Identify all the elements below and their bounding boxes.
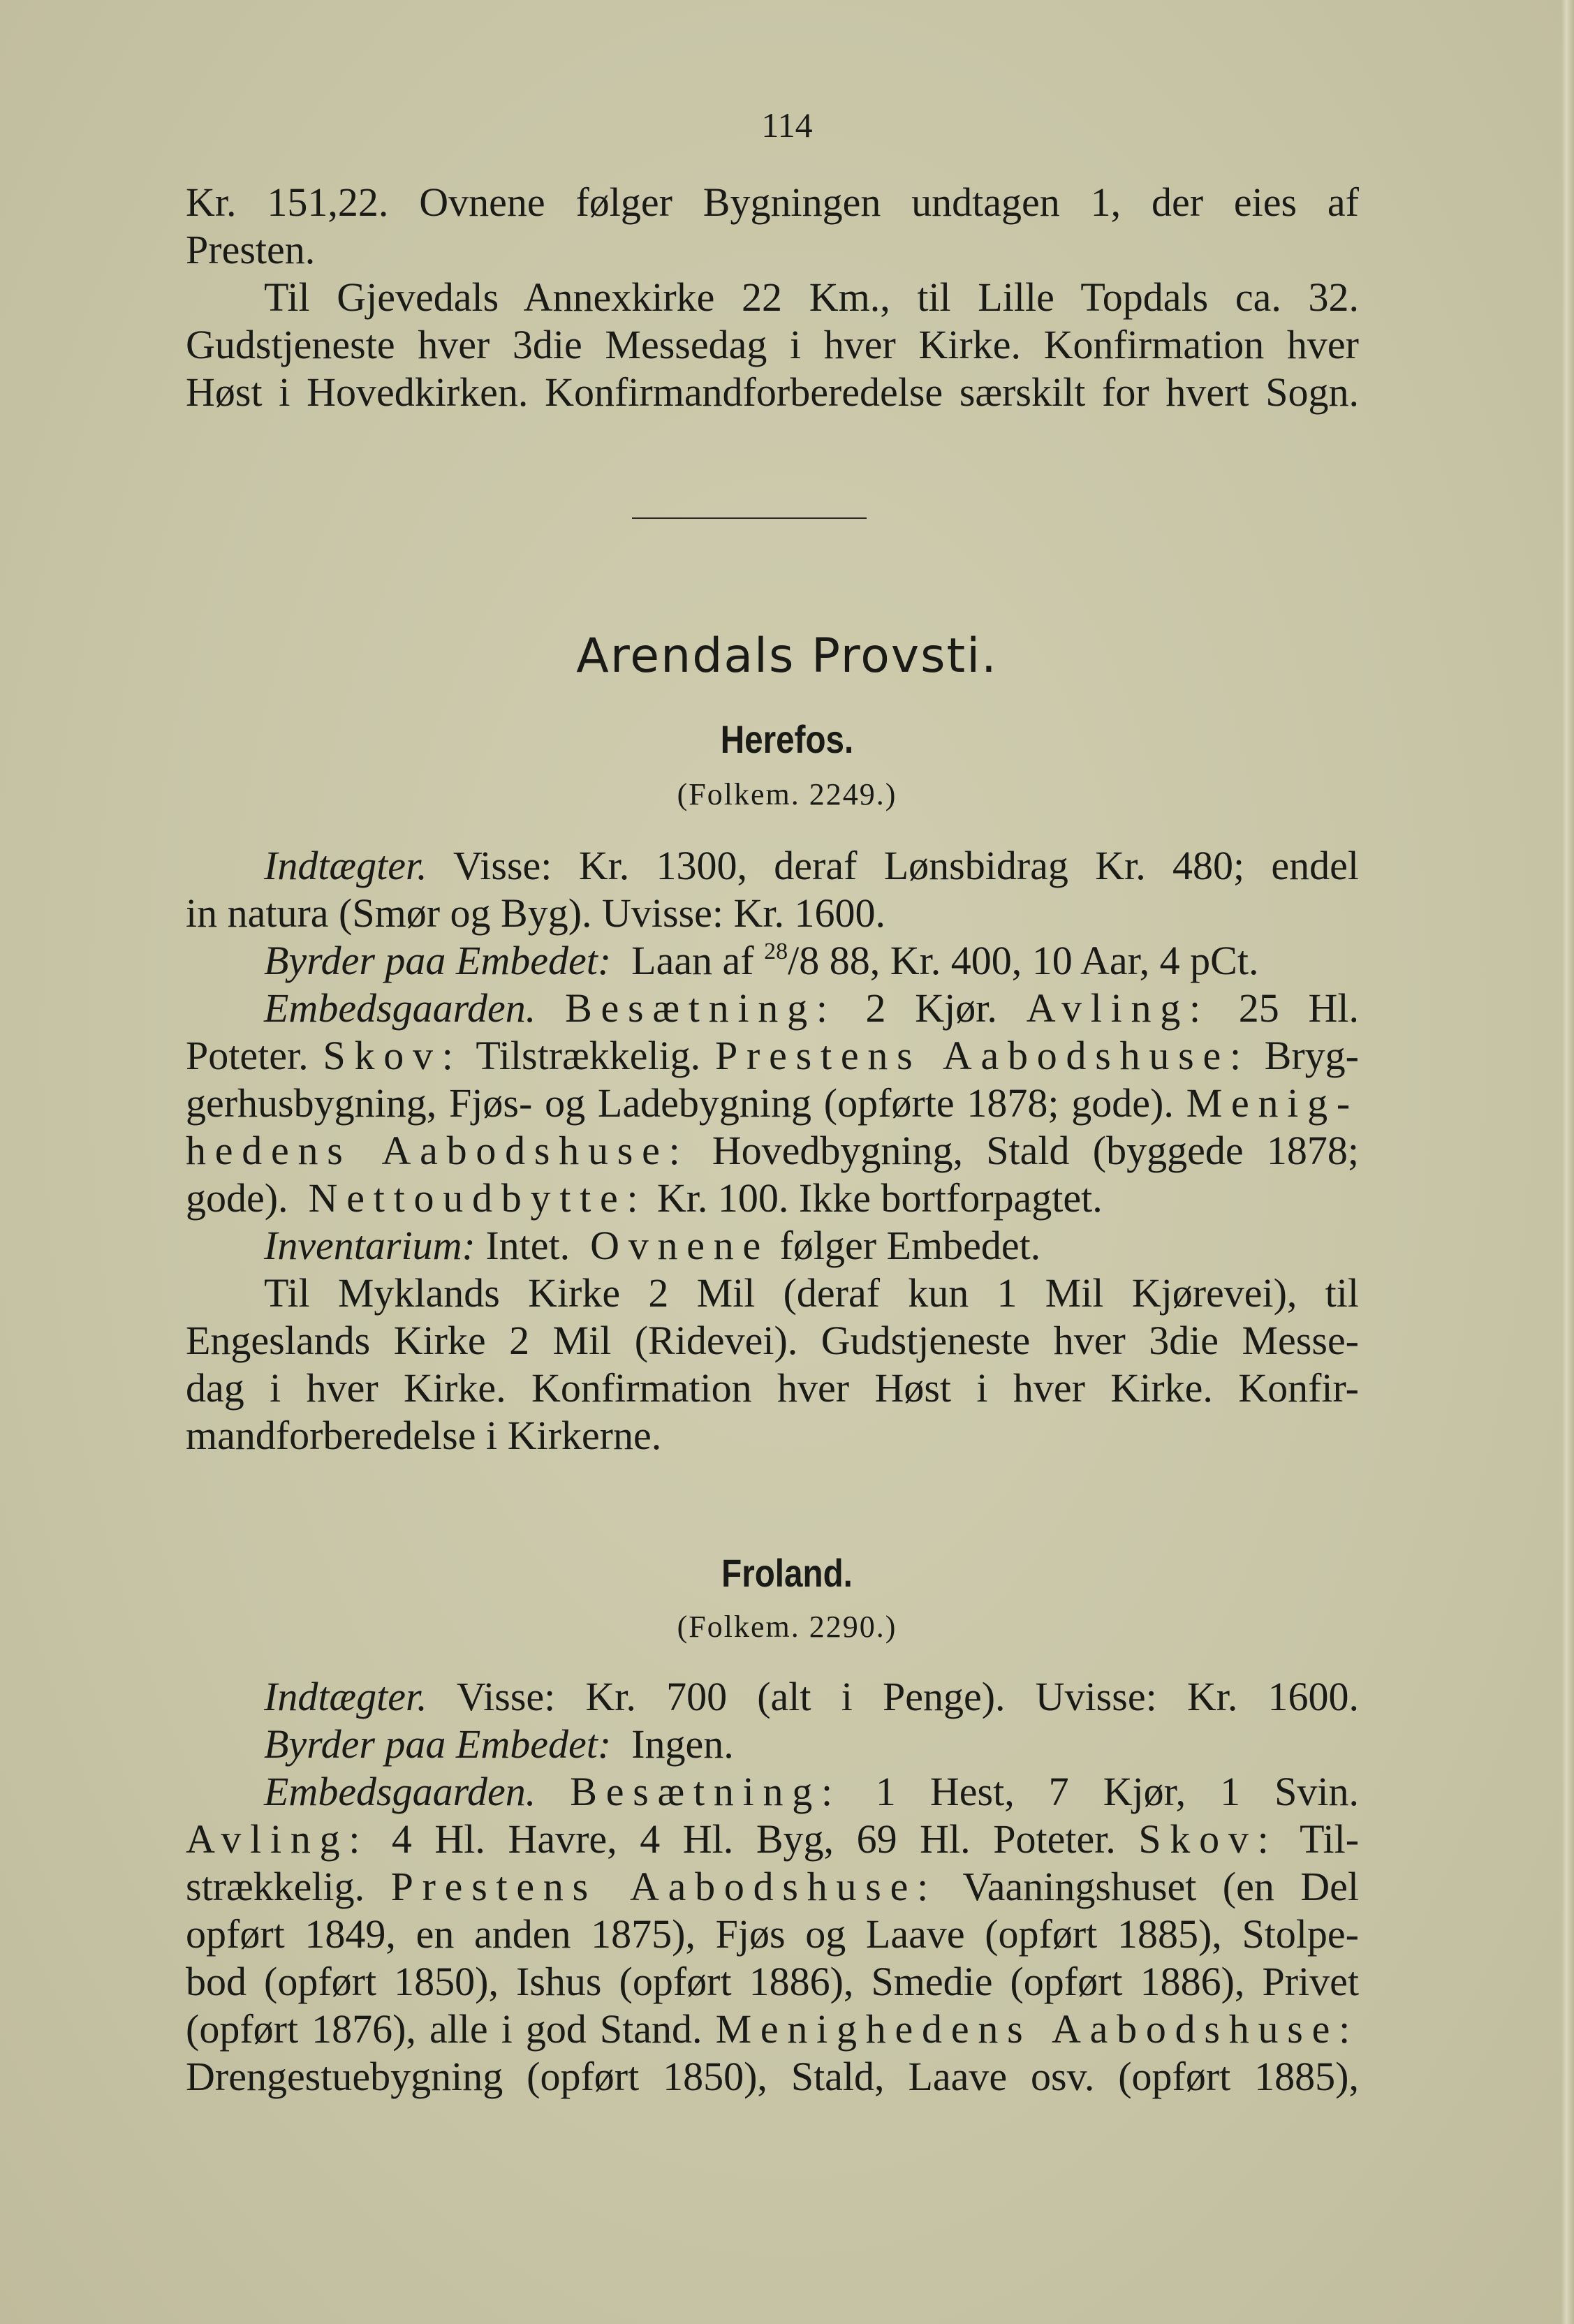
herefos-line: mandforberedelse i Kirkerne. — [186, 1413, 662, 1458]
herefos-folkem: (Folkem. 2249.) — [677, 777, 897, 811]
intro-line: Til Gjevedals Annexkirke 22 Km., til Lille Topdals ca. 32. — [264, 274, 1359, 320]
herefos-line: Embedsgaarden. Besætning: 2 Kjør. Avling: 25 Hl. — [264, 985, 1359, 1031]
herefos-line: hedens Aabodshuse: Hovedbygning, Stald (byggede 1878; — [186, 1128, 1360, 1173]
label-byrder: Byrder paa Embedet: — [264, 938, 612, 983]
froland-line: opført 1849, en anden 1875), Fjøs og Laave (opført 1885), Stolpe- — [186, 1911, 1359, 1957]
froland-folkem: (Folkem. 2290.) — [677, 1610, 897, 1644]
froland-title: Froland. — [721, 1551, 853, 1595]
froland-line: (opført 1876), alle i god Stand. Menighedens Aabodshuse: — [186, 2006, 1359, 2052]
herefos-line: gerhusbygning, Fjøs- og Ladebygning (opførte 1878; gode). Menig- — [186, 1080, 1359, 1126]
page-number: 114 — [761, 105, 813, 145]
intro-line: Presten. — [186, 227, 316, 272]
page-edge — [1561, 0, 1574, 2324]
intro-line: Kr. 151,22. Ovnene følger Bygningen undtagen 1, der eies af — [186, 179, 1359, 225]
intro-line: Høst i Hovedkirken. Konfirmandforberedelse særskilt for hvert Sogn. — [186, 369, 1359, 415]
froland-line: Byrder paa Embedet: Ingen. — [264, 1721, 734, 1767]
intro-paragraph — [186, 179, 1359, 416]
herefos-line: Byrder paa Embedet: Laan af $^{28}$/8 88, Kr. 400, 10 Aar, 4 pCt. — [264, 938, 1259, 983]
froland-line: Avling: 4 Hl. Havre, 4 Hl. Byg, 69 Hl. Poteter. Skov: Til- — [186, 1816, 1360, 1862]
froland-line: strækkelig. Prestens Aabodshuse: Vaaningshuset (en Del — [186, 1864, 1360, 1909]
label-indtaegter: Indtægter. — [264, 843, 427, 888]
herefos-title: Herefos. — [720, 717, 854, 761]
label-byrder: Byrder paa Embedet: — [264, 1721, 612, 1767]
intro-line: Gudstjeneste hver 3die Messedag i hver Kirke. Konfirmation hver — [186, 322, 1359, 367]
herefos-line: Engeslands Kirke 2 Mil (Ridevei). Gudstjeneste hver 3die Messe- — [186, 1318, 1359, 1363]
herefos-line: in natura (Smør og Byg). Uvisse: Kr. 1600. — [186, 890, 886, 936]
label-inventarium: Inventarium: — [264, 1223, 476, 1268]
herefos-line: Indtægter. Visse: Kr. 1300, deraf Lønsbidrag Kr. 480; endel — [264, 843, 1360, 888]
herefos-line: Til Myklands Kirke 2 Mil (deraf kun 1 Mil Kjørevei), til — [264, 1270, 1359, 1316]
provsti-title: Arendals Provsti. — [576, 628, 998, 684]
froland-line: Indtægter. Visse: Kr. 700 (alt i Penge). Uvisse: Kr. 1600. — [264, 1674, 1360, 1719]
label-embedsgaarden: Embedsgaarden. — [264, 1769, 536, 1814]
herefos-line: gode). Nettoudbytte: Kr. 100. Ikke bortforpagtet. — [186, 1175, 1103, 1221]
herefos-body — [186, 842, 1359, 1459]
froland-line: Drengestuebygning (opført 1850), Stald, Laave osv. (opført 1885), — [186, 2054, 1359, 2099]
section-divider — [632, 517, 867, 519]
herefos-line: Poteter. Skov: Tilstrækkelig. Prestens Aabodshuse: Bryg- — [186, 1033, 1359, 1078]
froland-line: bod (opført 1850), Ishus (opført 1886), Smedie (opført 1886), Privet — [186, 1959, 1359, 2004]
herefos-line: Inventarium: Intet. Ovnene følger Embedet. — [264, 1223, 1041, 1268]
label-embedsgaarden: Embedsgaarden. — [264, 985, 536, 1031]
herefos-line: dag i hver Kirke. Konfirmation hver Høst i hver Kirke. Konfir- — [186, 1365, 1359, 1411]
label-indtaegter: Indtægter. — [264, 1674, 427, 1719]
froland-body — [186, 1673, 1359, 2101]
froland-line: Embedsgaarden. Besætning: 1 Hest, 7 Kjør, 1 Svin. — [264, 1769, 1359, 1814]
